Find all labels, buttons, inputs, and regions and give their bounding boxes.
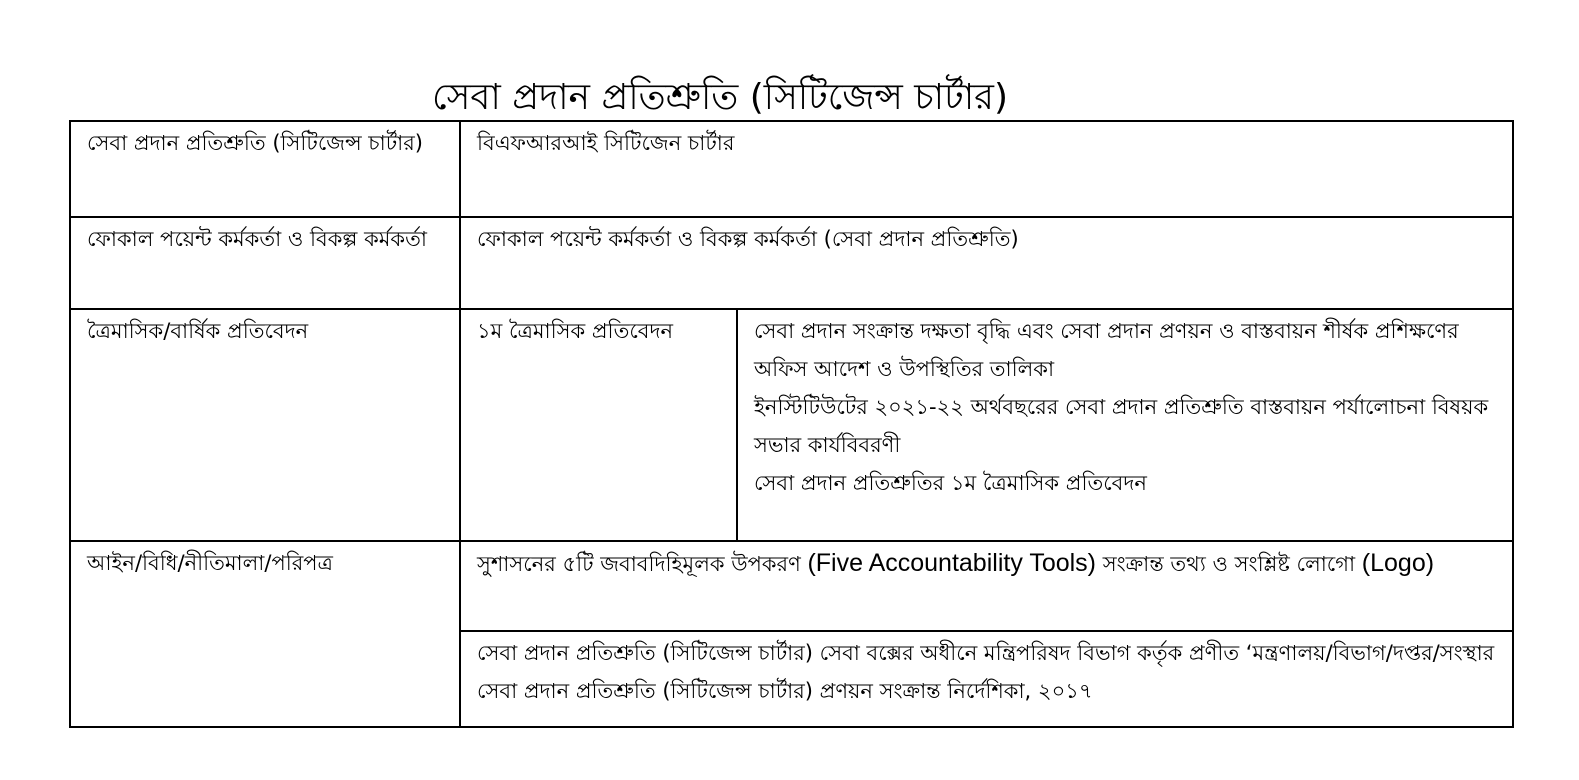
row-content [737, 309, 1513, 541]
table-row [70, 121, 1513, 217]
row-label: সেবা প্রদান প্রতিশ্রুতি (সিটিজেন্স চার্টার) [70, 121, 460, 217]
table-row [70, 217, 1513, 309]
report-item-meeting-minutes[interactable]: ইনস্টিটিউটের ২০২১-২২ অর্থবছরের সেবা প্রদান প্রতিশ্রুতি বাস্তবায়ন পর্যালোচনা বিষয়ক সভার কার্যবিবরণী [754, 395, 1489, 457]
row-label: ত্রৈমাসিক/বার্ষিক প্রতিবেদন [70, 309, 460, 541]
table-row [70, 541, 1513, 631]
row-content [460, 217, 1513, 309]
row-label: ফোকাল পয়েন্ট কর্মকর্তা ও বিকল্প কর্মকর্তা [70, 217, 460, 309]
report-item-quarterly[interactable]: সেবা প্রদান প্রতিশ্রুতির ১ম ত্রৈমাসিক প্রতিবেদন [754, 471, 1147, 495]
row-content [460, 121, 1513, 217]
page-title: সেবা প্রদান প্রতিশ্রুতি (সিটিজেন্স চার্টার) [432, 77, 1008, 119]
focal-point-link[interactable]: ফোকাল পয়েন্ট কর্মকর্তা ও বিকল্প কর্মকর্তা (সেবা প্রদান প্রতিশ্রুতি) [477, 227, 1019, 251]
citizen-charter-link[interactable]: বিএফআরআই সিটিজেন চার্টার [477, 131, 735, 155]
row-sublabel: ১ম ত্রৈমাসিক প্রতিবেদন [460, 309, 737, 541]
report-item-training[interactable]: সেবা প্রদান সংক্রান্ত দক্ষতা বৃদ্ধি এবং সেবা প্রদান প্রণয়ন ও বাস্তবায়ন শীর্ষক প্রশিক্ষণের অফিস আদেশ ও উপস্থিতির তালিকা [754, 319, 1459, 381]
citizen-charter-table [69, 120, 1514, 728]
row-content [460, 631, 1513, 727]
row-label: আইন/বিধি/নীতিমালা/পরিপত্র [70, 541, 460, 727]
guideline-link[interactable]: সেবা প্রদান প্রতিশ্রুতি (সিটিজেন্স চার্টার) সেবা বক্সের অধীনে মন্ত্রিপরিষদ বিভাগ কর্তৃক প্রণীত ‘মন্ত্রণালয়/বিভাগ/দপ্তর/সংস্থার সেবা প্রদান প্রতিশ্রুতি (সিটিজেন্স চার্টার) প্রণয়ন সংক্রান্ত নির্দেশিকা, ২০১৭ [477, 641, 1495, 703]
row-content [460, 541, 1513, 631]
table-row [70, 309, 1513, 541]
accountability-tools-link[interactable]: সুশাসনের ৫টি জবাবদিহিমূলক উপকরণ (Five Accountability Tools) সংক্রান্ত তথ্য ও সংশ্লিষ্ট লোগো (Logo) [477, 549, 1435, 577]
